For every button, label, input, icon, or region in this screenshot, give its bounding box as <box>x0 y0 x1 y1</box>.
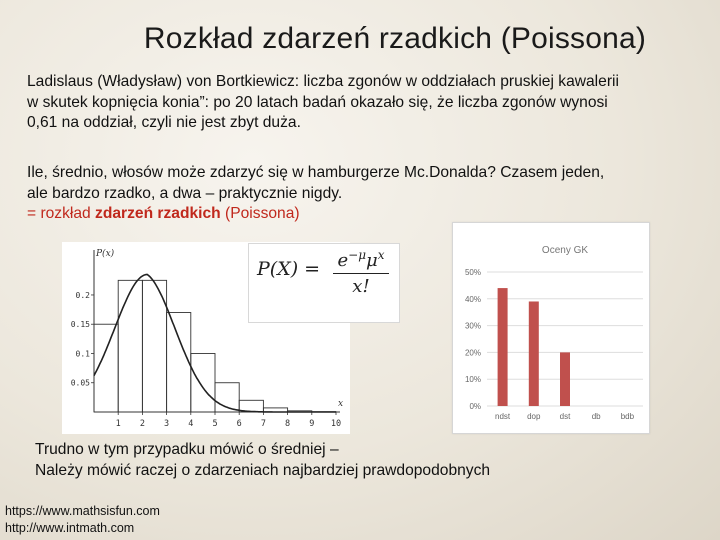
source-link-2[interactable]: http://www.intmath.com <box>5 520 135 535</box>
conclusion-bold: zdarzeń rzadkich <box>95 205 221 222</box>
question-line-2: ale bardzo rzadko, a dwa – praktycznie nigdy. <box>27 184 343 202</box>
y-tick-label: 50% <box>464 268 481 277</box>
bottom-line-2: Należy mówić raczej o zdarzeniach najbardziej prawdopodobnych <box>35 462 491 479</box>
grades-bar <box>498 288 508 406</box>
bottom-line-1: Trudno w tym przypadku mówić o średniej – <box>35 441 339 458</box>
y-tick-label: 20% <box>464 348 481 358</box>
y-axis-label: P(x) <box>96 249 115 259</box>
intro-line-3: 0,61 na oddział, czyli nie jest zbyt duża. <box>27 114 301 131</box>
question-line-1: Ile, średnio, włosów może zdarzyć się w hamburgerze Mc.Donalda? Czasem jeden, <box>27 164 605 181</box>
x-tick-label: 7 <box>260 419 266 429</box>
y-tick-label: 40% <box>464 294 481 304</box>
histogram-bar <box>191 353 215 412</box>
x-tick-label: bdb <box>620 412 635 421</box>
slide-title: Rozkład zdarzeń rzadkich (Poissona) <box>143 22 647 55</box>
grades-chart-svg <box>453 223 649 433</box>
y-tick-label: 0.2 <box>75 290 90 300</box>
grades-chart <box>452 222 650 434</box>
x-tick-label: 6 <box>236 419 242 429</box>
y-tick-label: 0.15 <box>70 320 90 330</box>
y-tick-label: 10% <box>464 375 481 385</box>
histogram-bar <box>118 280 142 412</box>
x-tick-label: 8 <box>285 419 291 429</box>
y-tick-label: 30% <box>464 321 481 331</box>
source-link-1[interactable]: https://www.mathsisfun.com <box>5 504 160 518</box>
source-links <box>5 503 160 536</box>
formula-expression <box>257 248 385 297</box>
x-tick-label: 5 <box>212 419 218 429</box>
x-axis-label: x <box>338 399 344 409</box>
grades-bar <box>529 301 539 406</box>
x-tick-label: 4 <box>188 419 194 429</box>
poisson-formula <box>248 243 400 323</box>
intro-line-2: w skutek kopnięcia konia”: po 20 latach badań okazało się, że liczba zgonów wynosi <box>27 93 608 111</box>
bottom-paragraph <box>35 439 490 481</box>
question-paragraph <box>27 163 717 225</box>
formula-fraction <box>333 248 389 297</box>
formula-denominator: x! <box>352 276 370 297</box>
conclusion-suffix: (Poissona) <box>220 205 300 222</box>
x-tick-label: 2 <box>139 419 145 429</box>
intro-paragraph <box>27 72 717 134</box>
formula-numerator: $e^{-\mu}\mu^x$ <box>333 248 389 274</box>
x-tick-label: dop <box>527 412 541 421</box>
x-tick-label: 10 <box>330 419 342 429</box>
intro-line-1: Ladislaus (Władysław) von Bortkiewicz: liczba zgonów w oddziałach pruskiej kawalerii <box>27 73 619 90</box>
x-tick-label: 1 <box>115 419 121 429</box>
grades-chart-title: Oceny GK <box>541 245 589 256</box>
x-tick-label: ndst <box>495 412 511 421</box>
x-tick-label: dst <box>559 412 571 421</box>
y-tick-label: 0.05 <box>70 378 90 388</box>
x-tick-label: db <box>591 412 601 421</box>
formula-lhs: P(X) = <box>257 258 321 280</box>
y-tick-label: 0.1 <box>75 349 90 359</box>
histogram-bar <box>167 313 191 412</box>
y-tick-label: 0% <box>469 402 481 411</box>
x-tick-label: 3 <box>164 419 170 429</box>
x-tick-label: 9 <box>309 419 315 429</box>
grades-bar <box>560 352 570 406</box>
conclusion-prefix: = rozkład <box>27 205 96 222</box>
